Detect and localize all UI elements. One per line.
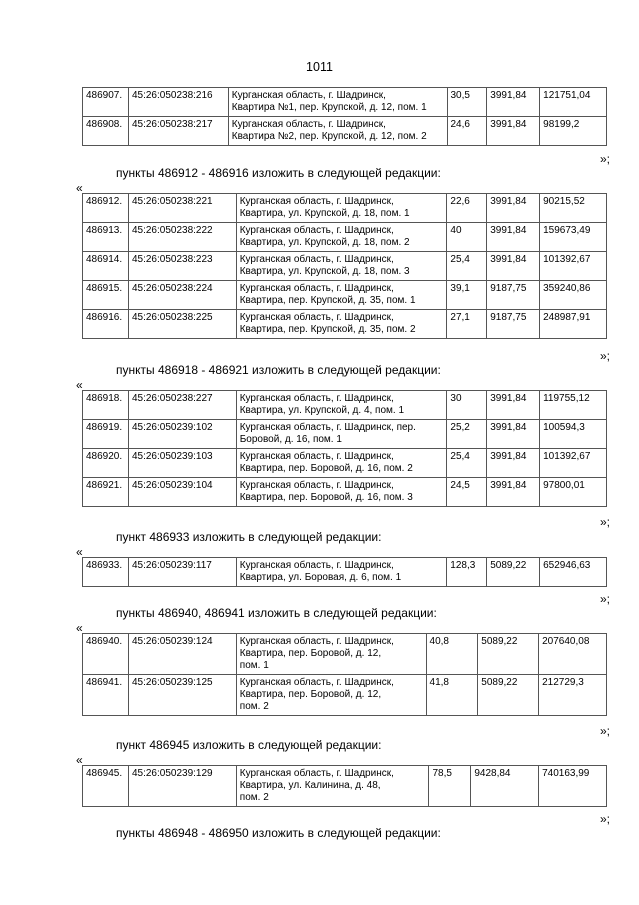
address-line: Курганская область, г. Шадринск, [239, 768, 394, 779]
opening-quote: « [76, 378, 83, 392]
price-cell: 3991,84 [487, 117, 540, 146]
closing-quote: »; [599, 724, 610, 738]
row-number-cell: 486945. [83, 766, 129, 807]
area-cell: 25,4 [447, 252, 487, 281]
address-line: пом. 1 [239, 660, 269, 671]
address-cell [228, 117, 447, 146]
total-cell: 100594,3 [540, 420, 607, 449]
row-number-cell: 486913. [83, 223, 129, 252]
cadastral-number-cell: 45:26:050238:227 [128, 391, 236, 420]
address-line: Квартира №1, пер. Крупской, д. 12, пом. 1 [231, 102, 427, 113]
address-line: Квартира, пер. Боровой, д. 16, пом. 3 [239, 492, 413, 503]
total-cell: 119755,12 [540, 391, 607, 420]
price-cell: 5089,22 [478, 675, 539, 716]
table-row [83, 194, 607, 223]
registry-table-2 [82, 390, 607, 507]
opening-quote: « [76, 621, 83, 635]
address-line: Квартира, ул. Боровая, д. 6, пом. 1 [239, 572, 402, 583]
address-line: Курганская область, г. Шадринск, [239, 254, 394, 265]
price-cell: 3991,84 [487, 223, 540, 252]
row-number-cell: 486919. [83, 420, 129, 449]
table-row [83, 223, 607, 252]
area-cell: 41,8 [426, 675, 478, 716]
cadastral-number-cell: 45:26:050239:117 [128, 558, 236, 587]
table-row [83, 449, 607, 478]
table-row [83, 117, 607, 146]
price-cell: 3991,84 [487, 449, 540, 478]
address-line: Курганская область, г. Шадринск, [239, 480, 394, 491]
cadastral-number-cell: 45:26:050239:124 [128, 634, 236, 675]
area-cell: 24,6 [447, 117, 487, 146]
opening-quote: « [76, 181, 83, 195]
opening-quote: « [76, 545, 83, 559]
table-row [83, 420, 607, 449]
address-line: Курганская область, г. Шадринск, [239, 312, 394, 323]
cadastral-number-cell: 45:26:050238:223 [128, 252, 236, 281]
address-line: Квартира, пер. Боровой, д. 12, [239, 689, 382, 700]
area-cell: 27,1 [447, 310, 487, 339]
total-cell: 101392,67 [540, 449, 607, 478]
price-cell: 9428,84 [471, 766, 539, 807]
registry-table-0 [82, 87, 607, 146]
address-line: Квартира, ул. Крупской, д. 18, пом. 2 [239, 237, 410, 248]
price-cell: 5089,22 [478, 634, 539, 675]
address-cell [236, 194, 447, 223]
address-cell [236, 478, 447, 507]
total-cell: 212729,3 [539, 675, 607, 716]
address-line: Квартира, пер. Боровой, д. 12, [239, 648, 382, 659]
table-row [83, 558, 607, 587]
row-number-cell: 486920. [83, 449, 129, 478]
address-line: Боровой, д. 16, пом. 1 [239, 434, 342, 445]
row-number-cell: 486940. [83, 634, 129, 675]
page-number: 1011 [306, 60, 333, 74]
area-cell: 25,4 [447, 449, 487, 478]
address-cell [236, 449, 447, 478]
price-cell: 3991,84 [487, 88, 540, 117]
registry-table-5 [82, 765, 607, 807]
instruction-text: пункты 486940, 486941 изложить в следующей редакции: [116, 606, 437, 620]
cadastral-number-cell: 45:26:050238:221 [128, 194, 236, 223]
cadastral-number-cell: 45:26:050238:225 [128, 310, 236, 339]
address-cell [228, 88, 447, 117]
closing-quote: »; [599, 152, 610, 166]
row-number-cell: 486916. [83, 310, 129, 339]
area-cell: 39,1 [447, 281, 487, 310]
table-row [83, 310, 607, 339]
price-cell: 3991,84 [487, 478, 540, 507]
area-cell: 25,2 [447, 420, 487, 449]
total-cell: 97800,01 [540, 478, 607, 507]
row-number-cell: 486941. [83, 675, 129, 716]
address-cell [236, 281, 447, 310]
address-line: Квартира, пер. Крупской, д. 35, пом. 1 [239, 295, 416, 306]
closing-quote: »; [599, 515, 610, 529]
price-cell: 9187,75 [487, 281, 540, 310]
total-cell: 121751,04 [540, 88, 607, 117]
instruction-text: пункт 486933 изложить в следующей редакции: [116, 530, 382, 544]
area-cell: 30 [447, 391, 487, 420]
row-number-cell: 486908. [83, 117, 129, 146]
table-row [83, 766, 607, 807]
address-line: пом. 2 [239, 701, 269, 712]
address-cell [236, 252, 447, 281]
table-row [83, 88, 607, 117]
instruction-text: пункты 486918 - 486921 изложить в следующей редакции: [116, 363, 441, 377]
total-cell: 207640,08 [539, 634, 607, 675]
row-number-cell: 486921. [83, 478, 129, 507]
address-line: Курганская область, г. Шадринск, [231, 119, 386, 130]
table-row [83, 634, 607, 675]
total-cell: 159673,49 [540, 223, 607, 252]
price-cell: 5089,22 [487, 558, 540, 587]
instruction-text: пункт 486945 изложить в следующей редакции: [116, 738, 382, 752]
address-cell [236, 675, 426, 716]
cadastral-number-cell: 45:26:050238:224 [128, 281, 236, 310]
cadastral-number-cell: 45:26:050239:104 [128, 478, 236, 507]
address-line: Курганская область, г. Шадринск, [239, 560, 394, 571]
table-row [83, 281, 607, 310]
address-line: пом. 2 [239, 792, 269, 803]
address-cell [236, 558, 447, 587]
address-line: Квартира, ул. Калинина, д. 48, [239, 780, 381, 791]
table-row [83, 675, 607, 716]
address-line: Курганская область, г. Шадринск, пер. [239, 422, 416, 433]
address-line: Курганская область, г. Шадринск, [239, 636, 394, 647]
cadastral-number-cell: 45:26:050239:102 [128, 420, 236, 449]
total-cell: 740163,99 [539, 766, 607, 807]
address-cell [236, 634, 426, 675]
address-line: Курганская область, г. Шадринск, [239, 196, 394, 207]
cadastral-number-cell: 45:26:050239:125 [128, 675, 236, 716]
row-number-cell: 486907. [83, 88, 129, 117]
address-line: Курганская область, г. Шадринск, [239, 283, 394, 294]
price-cell: 3991,84 [487, 391, 540, 420]
row-number-cell: 486933. [83, 558, 129, 587]
address-cell [236, 766, 429, 807]
area-cell: 128,3 [447, 558, 487, 587]
price-cell: 3991,84 [487, 194, 540, 223]
cadastral-number-cell: 45:26:050239:103 [128, 449, 236, 478]
area-cell: 78,5 [429, 766, 471, 807]
registry-table-3 [82, 557, 607, 587]
address-cell [236, 310, 447, 339]
address-line: Квартира, ул. Крупской, д. 4, пом. 1 [239, 405, 405, 416]
price-cell: 3991,84 [487, 252, 540, 281]
address-line: Курганская область, г. Шадринск, [239, 677, 394, 688]
closing-quote: »; [599, 592, 610, 606]
address-line: Курганская область, г. Шадринск, [239, 393, 394, 404]
cadastral-number-cell: 45:26:050239:129 [128, 766, 236, 807]
area-cell: 24,5 [447, 478, 487, 507]
address-line: Курганская область, г. Шадринск, [231, 90, 386, 101]
instruction-text: пункты 486948 - 486950 изложить в следующей редакции: [116, 826, 441, 840]
table-row [83, 391, 607, 420]
closing-quote: »; [599, 349, 610, 363]
address-line: Курганская область, г. Шадринск, [239, 451, 394, 462]
instruction-text: пункты 486912 - 486916 изложить в следующей редакции: [116, 166, 441, 180]
table-row [83, 252, 607, 281]
registry-table-1 [82, 193, 607, 339]
row-number-cell: 486914. [83, 252, 129, 281]
total-cell: 98199,2 [540, 117, 607, 146]
cadastral-number-cell: 45:26:050238:217 [128, 117, 228, 146]
address-line: Квартира, ул. Крупской, д. 18, пом. 3 [239, 266, 410, 277]
area-cell: 22,6 [447, 194, 487, 223]
address-cell [236, 420, 447, 449]
total-cell: 90215,52 [540, 194, 607, 223]
row-number-cell: 486915. [83, 281, 129, 310]
table-row [83, 478, 607, 507]
price-cell: 9187,75 [487, 310, 540, 339]
address-line: Квартира, ул. Крупской, д. 18, пом. 1 [239, 208, 410, 219]
price-cell: 3991,84 [487, 420, 540, 449]
closing-quote: »; [599, 812, 610, 826]
address-cell [236, 391, 447, 420]
address-line: Курганская область, г. Шадринск, [239, 225, 394, 236]
total-cell: 101392,67 [540, 252, 607, 281]
address-line: Квартира, пер. Боровой, д. 16, пом. 2 [239, 463, 413, 474]
cadastral-number-cell: 45:26:050238:222 [128, 223, 236, 252]
opening-quote: « [76, 753, 83, 767]
area-cell: 40,8 [426, 634, 478, 675]
address-line: Квартира №2, пер. Крупской, д. 12, пом. 2 [231, 131, 427, 142]
total-cell: 359240,86 [540, 281, 607, 310]
address-line: Квартира, пер. Крупской, д. 35, пом. 2 [239, 324, 416, 335]
address-cell [236, 223, 447, 252]
row-number-cell: 486912. [83, 194, 129, 223]
row-number-cell: 486918. [83, 391, 129, 420]
total-cell: 248987,91 [540, 310, 607, 339]
registry-table-4 [82, 633, 607, 716]
total-cell: 652946,63 [540, 558, 607, 587]
cadastral-number-cell: 45:26:050238:216 [128, 88, 228, 117]
area-cell: 40 [447, 223, 487, 252]
area-cell: 30,5 [447, 88, 487, 117]
